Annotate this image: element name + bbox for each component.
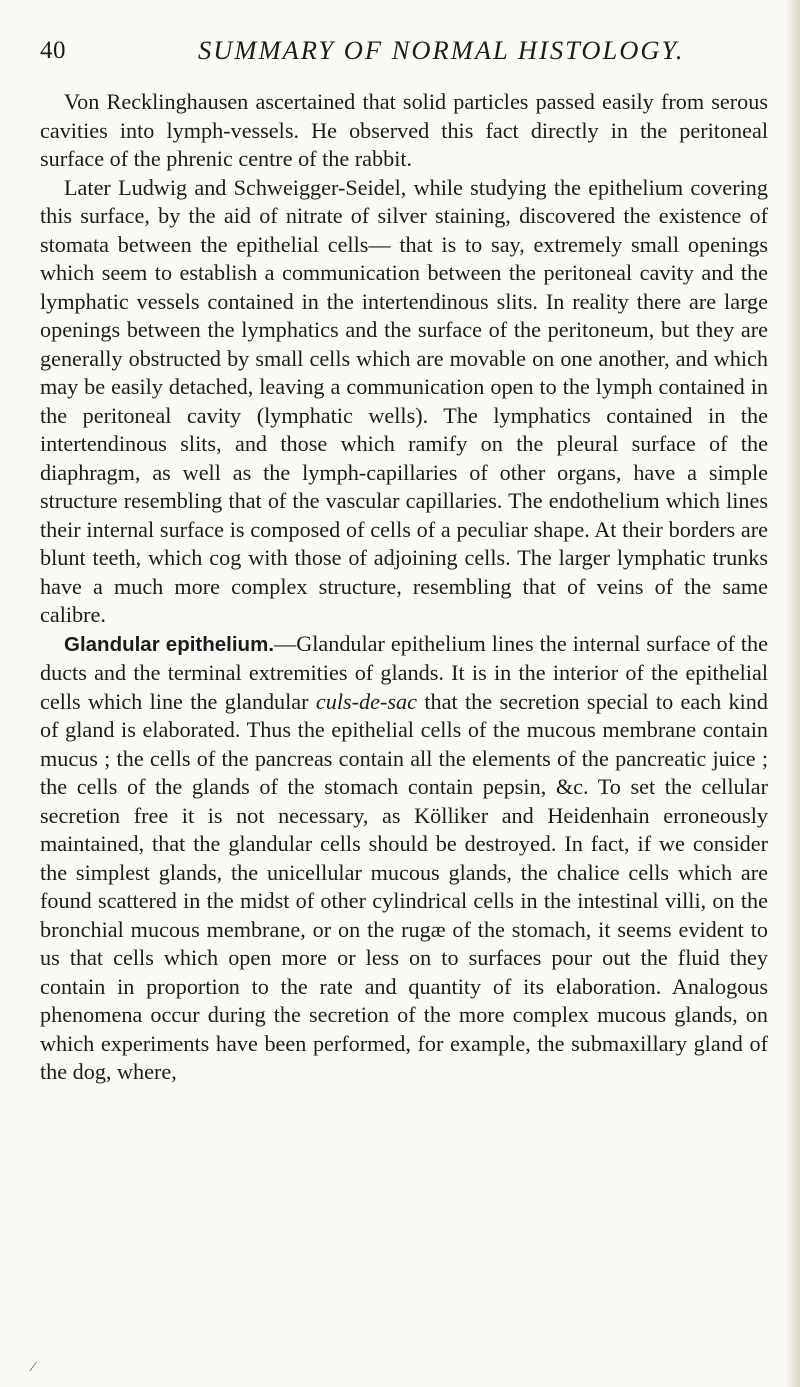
paragraph-stomata: Later Ludwig and Schweigger-Seidel, while studying the epithelium covering this surface, by the aid of nitrate of silver staining, discovered the existence of stomata between the epithelial cells— that is to say, extremely small openings which seem to establish a communication between the peritoneal cavity and the lymphatic vessels contained in the intertendinous slits. In reality there are large openings between the lymphatics and the surface of the peritoneum, but they are generally obstructed by small cells which are movable on one another, and which may be easily detached, leaving a communication open to the lymph contained in the peritoneal cavity (lymphatic wells). The lymphatics contained in the intertendinous slits, and those which ramify on the pleural surface of the diaphragm, as well as the lymph-capillaries of other organs, have a simple structure resembling that of the vascular capillaries. The endothelium which lines their internal surface is composed of cells of a peculiar shape. At their borders are blunt teeth, which cog with those of adjoining cells. The larger lymphatic trunks have a much more complex structure, resembling that of veins of the same calibre. xyxy=(40,174,768,627)
paragraph-text-part-a: —Glandular epithelium lines the internal surface of the ducts and the terminal extremities of glands. It is in the interior of the epithelial cells which line the glandular xyxy=(40,630,768,714)
running-head xyxy=(40,0,768,88)
printer-mark: ⁄ xyxy=(32,1360,35,1375)
page-number: 40 xyxy=(40,37,66,64)
body-text xyxy=(40,88,768,1087)
running-title: SUMMARY OF NORMAL HISTOLOGY. xyxy=(198,35,685,65)
paragraph-text-part-b: that the secretion special to each kind of gland is elaborated. Thus the epithelial cells of the mucous membrane contain mucus ; the cells of the pancreas contain all the elements of the pancreatic juice ; the cells of the glands of the stomach contain pepsin, &c. To set the cellular secretion free it is not necessary, as Kölliker and Heidenhain erroneously maintained, that the glandular cells should be destroyed. In fact, if we consider the simplest glands, the unicellular mucous glands, the chalice cells which are found scattered in the midst of other cylindrical cells in the intestinal villi, on the bronchial mucous membrane, or on the rugæ of the stomach, it seems evident to us that cells which open more or less on to surfaces pour out the fluid they contain in proportion to the rate and quantity of its elaboration. Analogous phenomena occur during the secretion of the more complex mucous glands, on which experiments have been performed, for example, the submaxillary gland of the dog, where, xyxy=(40,688,768,1084)
page-edge-shadow xyxy=(784,0,800,1387)
paragraph-lymph-particles: Von Recklinghausen ascertained that solid particles passed easily from serous cavities into lymph-vessels. He observed this fact directly in the peritoneal surface of the phrenic centre of the rabbit. xyxy=(40,89,768,171)
paragraph-glandular-epithelium xyxy=(40,630,768,1087)
book-page xyxy=(40,0,768,1087)
italic-term: culs-de-sac xyxy=(315,688,417,714)
section-lead-heading: Glandular epithelium. xyxy=(64,632,275,656)
